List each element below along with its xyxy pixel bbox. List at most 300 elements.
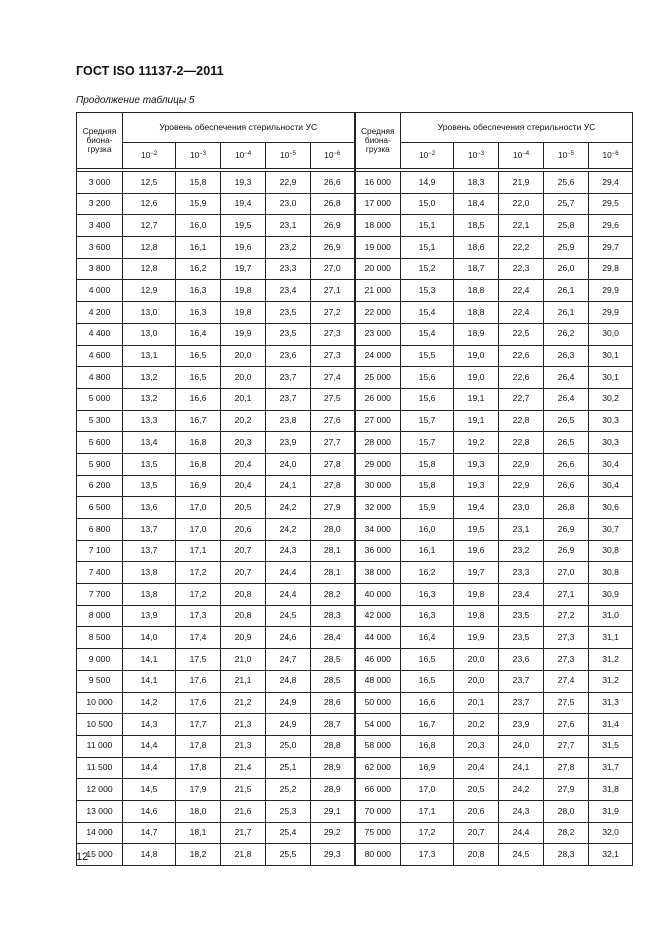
dose-cell: 27,0 — [311, 258, 355, 280]
dose-cell: 19,1 — [454, 388, 499, 410]
bioburden-cell: 58 000 — [355, 735, 401, 757]
bioburden-cell: 32 000 — [355, 497, 401, 519]
dose-cell: 20,1 — [221, 388, 266, 410]
dose-cell: 32,1 — [589, 844, 633, 866]
dose-cell: 19,9 — [454, 627, 499, 649]
dose-cell: 22,9 — [499, 453, 544, 475]
table-row — [77, 280, 633, 302]
dose-cell: 27,4 — [311, 367, 355, 389]
dose-cell: 31,9 — [589, 800, 633, 822]
dose-cell: 20,2 — [221, 410, 266, 432]
dose-cell: 30,1 — [589, 367, 633, 389]
dose-cell: 22,0 — [499, 193, 544, 215]
dose-cell: 20,8 — [221, 584, 266, 606]
dose-cell: 17,2 — [176, 584, 221, 606]
bioburden-cell: 16 000 — [355, 172, 401, 194]
dose-cell: 25,1 — [266, 757, 311, 779]
dose-cell: 23,2 — [499, 540, 544, 562]
table-row — [77, 519, 633, 541]
dose-cell: 23,7 — [499, 692, 544, 714]
table-row — [77, 388, 633, 410]
dose-cell: 26,9 — [544, 540, 589, 562]
dose-cell: 19,9 — [221, 323, 266, 345]
dose-cell: 16,0 — [176, 215, 221, 237]
bioburden-cell: 30 000 — [355, 475, 401, 497]
dose-cell: 31,3 — [589, 692, 633, 714]
dose-cell: 17,3 — [176, 605, 221, 627]
dose-cell: 27,3 — [544, 649, 589, 671]
dose-cell: 14,8 — [123, 844, 176, 866]
dose-cell: 28,0 — [311, 519, 355, 541]
dose-cell: 25,0 — [266, 735, 311, 757]
dose-cell: 16,7 — [401, 714, 454, 736]
dose-cell: 14,2 — [123, 692, 176, 714]
table-row — [77, 215, 633, 237]
dose-cell: 28,2 — [311, 584, 355, 606]
dose-cell: 26,3 — [544, 345, 589, 367]
dose-cell: 21,5 — [221, 779, 266, 801]
dose-cell: 22,6 — [499, 345, 544, 367]
dose-cell: 30,4 — [589, 453, 633, 475]
dose-cell: 15,6 — [401, 388, 454, 410]
dose-cell: 26,1 — [544, 280, 589, 302]
table-row — [77, 323, 633, 345]
dose-cell: 24,3 — [499, 800, 544, 822]
dose-cell: 19,5 — [221, 215, 266, 237]
dose-cell: 21,8 — [221, 844, 266, 866]
dose-cell: 21,4 — [221, 757, 266, 779]
sal-level-header: $10^{-6}$ — [311, 143, 355, 169]
dose-cell: 25,8 — [544, 215, 589, 237]
bioburden-cell: 3 800 — [77, 258, 123, 280]
dose-cell: 31,5 — [589, 735, 633, 757]
dose-cell: 23,3 — [266, 258, 311, 280]
dose-cell: 23,5 — [499, 605, 544, 627]
bioburden-cell: 28 000 — [355, 432, 401, 454]
sal-level-header: $10^{-3}$ — [176, 143, 221, 169]
dose-cell: 12,5 — [123, 172, 176, 194]
bioburden-cell: 13 000 — [77, 800, 123, 822]
dose-cell: 28,4 — [311, 627, 355, 649]
dose-cell: 20,5 — [221, 497, 266, 519]
dose-cell: 31,2 — [589, 649, 633, 671]
dose-cell: 29,7 — [589, 237, 633, 259]
dose-cell: 17,0 — [176, 519, 221, 541]
dose-cell: 25,6 — [544, 172, 589, 194]
table-row — [77, 193, 633, 215]
dose-cell: 30,1 — [589, 345, 633, 367]
dose-cell: 18,8 — [454, 280, 499, 302]
dose-cell: 22,8 — [499, 432, 544, 454]
dose-cell: 26,0 — [544, 258, 589, 280]
dose-cell: 24,5 — [266, 605, 311, 627]
dose-cell: 19,8 — [454, 605, 499, 627]
dose-cell: 25,9 — [544, 237, 589, 259]
table-row — [77, 605, 633, 627]
dose-cell: 19,4 — [221, 193, 266, 215]
dose-cell: 24,2 — [266, 519, 311, 541]
dose-cell: 31,7 — [589, 757, 633, 779]
dose-cell: 23,6 — [499, 649, 544, 671]
bioburden-cell: 21 000 — [355, 280, 401, 302]
dose-cell: 16,3 — [401, 605, 454, 627]
dose-cell: 15,5 — [401, 345, 454, 367]
table-body — [77, 172, 633, 866]
dose-cell: 18,6 — [454, 237, 499, 259]
dose-cell: 22,9 — [266, 172, 311, 194]
bioburden-cell: 5 600 — [77, 432, 123, 454]
dose-cell: 14,3 — [123, 714, 176, 736]
dose-cell: 16,0 — [401, 519, 454, 541]
dose-cell: 15,8 — [401, 475, 454, 497]
dose-cell: 17,0 — [401, 779, 454, 801]
dose-cell: 23,1 — [266, 215, 311, 237]
dose-cell: 25,4 — [266, 822, 311, 844]
bioburden-cell: 8 000 — [77, 605, 123, 627]
dose-cell: 26,6 — [311, 172, 355, 194]
dose-cell: 15,6 — [401, 367, 454, 389]
dose-cell: 24,1 — [266, 475, 311, 497]
bioburden-cell: 22 000 — [355, 302, 401, 324]
dose-cell: 21,3 — [221, 735, 266, 757]
dose-cell: 15,7 — [401, 432, 454, 454]
dose-cell: 19,8 — [454, 584, 499, 606]
dose-cell: 22,6 — [499, 367, 544, 389]
dose-cell: 13,7 — [123, 540, 176, 562]
dose-cell: 24,4 — [499, 822, 544, 844]
dose-cell: 27,9 — [544, 779, 589, 801]
bioburden-cell: 14 000 — [77, 822, 123, 844]
dose-cell: 13,7 — [123, 519, 176, 541]
dose-cell: 12,8 — [123, 237, 176, 259]
dose-cell: 16,8 — [401, 735, 454, 757]
dose-cell: 32,0 — [589, 822, 633, 844]
dose-cell: 16,9 — [176, 475, 221, 497]
dose-cell: 18,1 — [176, 822, 221, 844]
dose-cell: 18,8 — [454, 302, 499, 324]
table-row — [77, 258, 633, 280]
sterility-table — [76, 112, 633, 866]
bioburden-cell: 5 000 — [77, 388, 123, 410]
dose-cell: 19,7 — [221, 258, 266, 280]
dose-cell: 16,5 — [401, 670, 454, 692]
bioburden-cell: 3 000 — [77, 172, 123, 194]
table-row — [77, 410, 633, 432]
dose-cell: 16,6 — [401, 692, 454, 714]
bioburden-cell: 11 500 — [77, 757, 123, 779]
dose-cell: 17,9 — [176, 779, 221, 801]
dose-cell: 16,4 — [176, 323, 221, 345]
dose-cell: 16,3 — [176, 302, 221, 324]
bioburden-cell: 4 800 — [77, 367, 123, 389]
dose-cell: 22,1 — [499, 215, 544, 237]
dose-cell: 26,8 — [544, 497, 589, 519]
dose-cell: 16,3 — [401, 584, 454, 606]
table-caption: Продолжение таблицы 5 — [76, 95, 195, 106]
dose-cell: 24,4 — [266, 584, 311, 606]
dose-cell: 29,3 — [311, 844, 355, 866]
bioburden-cell: 3 600 — [77, 237, 123, 259]
dose-cell: 20,0 — [454, 649, 499, 671]
dose-cell: 28,9 — [311, 779, 355, 801]
dose-cell: 21,0 — [221, 649, 266, 671]
dose-cell: 22,5 — [499, 323, 544, 345]
dose-cell: 19,8 — [221, 302, 266, 324]
bioburden-cell: 75 000 — [355, 822, 401, 844]
dose-cell: 22,8 — [499, 410, 544, 432]
dose-cell: 14,7 — [123, 822, 176, 844]
bioburden-cell: 44 000 — [355, 627, 401, 649]
dose-cell: 24,0 — [499, 735, 544, 757]
dose-cell: 20,3 — [221, 432, 266, 454]
dose-cell: 29,4 — [589, 172, 633, 194]
dose-cell: 24,9 — [266, 714, 311, 736]
dose-cell: 23,0 — [266, 193, 311, 215]
dose-cell: 28,3 — [311, 605, 355, 627]
dose-cell: 16,8 — [176, 453, 221, 475]
dose-cell: 17,1 — [401, 800, 454, 822]
table-row — [77, 302, 633, 324]
dose-cell: 15,8 — [176, 172, 221, 194]
dose-cell: 26,8 — [311, 193, 355, 215]
bioburden-cell: 27 000 — [355, 410, 401, 432]
dose-cell: 19,6 — [454, 540, 499, 562]
bioburden-cell: 80 000 — [355, 844, 401, 866]
dose-cell: 20,7 — [454, 822, 499, 844]
dose-cell: 23,5 — [266, 323, 311, 345]
dose-cell: 21,9 — [499, 172, 544, 194]
bioburden-header-right: Средняя биона-грузка — [355, 113, 401, 169]
dose-cell: 15,0 — [401, 193, 454, 215]
dose-cell: 30,3 — [589, 432, 633, 454]
table-row — [77, 670, 633, 692]
dose-cell: 28,5 — [311, 670, 355, 692]
dose-cell: 28,7 — [311, 714, 355, 736]
dose-cell: 29,8 — [589, 258, 633, 280]
dose-cell: 22,3 — [499, 258, 544, 280]
dose-cell: 16,3 — [176, 280, 221, 302]
dose-cell: 14,6 — [123, 800, 176, 822]
sal-level-header: $10^{-6}$ — [589, 143, 633, 169]
sal-level-header: $10^{-4}$ — [499, 143, 544, 169]
bioburden-cell: 6 200 — [77, 475, 123, 497]
table-row — [77, 844, 633, 866]
bioburden-cell: 34 000 — [355, 519, 401, 541]
document-title: ГОСТ ISO 11137-2—2011 — [76, 64, 224, 78]
bioburden-cell: 7 700 — [77, 584, 123, 606]
bioburden-cell: 12 000 — [77, 779, 123, 801]
dose-cell: 19,6 — [221, 237, 266, 259]
dose-cell: 13,5 — [123, 453, 176, 475]
dose-cell: 14,4 — [123, 735, 176, 757]
bioburden-cell: 46 000 — [355, 649, 401, 671]
dose-cell: 21,2 — [221, 692, 266, 714]
dose-cell: 23,7 — [266, 388, 311, 410]
dose-cell: 28,9 — [311, 757, 355, 779]
dose-cell: 17,2 — [401, 822, 454, 844]
dose-cell: 23,3 — [499, 562, 544, 584]
dose-cell: 27,4 — [544, 670, 589, 692]
dose-cell: 18,5 — [454, 215, 499, 237]
dose-cell: 15,9 — [401, 497, 454, 519]
dose-cell: 21,7 — [221, 822, 266, 844]
dose-cell: 26,9 — [544, 519, 589, 541]
dose-cell: 27,7 — [311, 432, 355, 454]
table-row — [77, 627, 633, 649]
dose-cell: 27,7 — [544, 735, 589, 757]
dose-cell: 27,6 — [544, 714, 589, 736]
dose-cell: 28,5 — [311, 649, 355, 671]
dose-cell: 12,9 — [123, 280, 176, 302]
bioburden-cell: 42 000 — [355, 605, 401, 627]
dose-cell: 20,6 — [221, 519, 266, 541]
dose-cell: 25,7 — [544, 193, 589, 215]
dose-cell: 12,6 — [123, 193, 176, 215]
dose-cell: 13,9 — [123, 605, 176, 627]
table-row — [77, 453, 633, 475]
bioburden-cell: 4 000 — [77, 280, 123, 302]
bioburden-cell: 26 000 — [355, 388, 401, 410]
bioburden-cell: 48 000 — [355, 670, 401, 692]
dose-cell: 23,4 — [499, 584, 544, 606]
bioburden-cell: 6 800 — [77, 519, 123, 541]
dose-cell: 20,7 — [221, 540, 266, 562]
table-row — [77, 497, 633, 519]
bioburden-cell: 6 500 — [77, 497, 123, 519]
dose-cell: 28,1 — [311, 540, 355, 562]
dose-cell: 27,2 — [311, 302, 355, 324]
dose-cell: 16,8 — [176, 432, 221, 454]
table-row — [77, 172, 633, 194]
table-row — [77, 540, 633, 562]
dose-cell: 19,0 — [454, 367, 499, 389]
dose-cell: 22,7 — [499, 388, 544, 410]
dose-cell: 13,2 — [123, 367, 176, 389]
table-row — [77, 735, 633, 757]
dose-cell: 31,4 — [589, 714, 633, 736]
dose-cell: 16,9 — [401, 757, 454, 779]
dose-cell: 16,7 — [176, 410, 221, 432]
dose-cell: 20,0 — [221, 345, 266, 367]
dose-cell: 16,1 — [176, 237, 221, 259]
dose-cell: 29,1 — [311, 800, 355, 822]
dose-cell: 18,9 — [454, 323, 499, 345]
dose-cell: 27,3 — [311, 323, 355, 345]
dose-cell: 12,7 — [123, 215, 176, 237]
dose-cell: 14,5 — [123, 779, 176, 801]
bioburden-cell: 3 200 — [77, 193, 123, 215]
page-number: 12 — [76, 851, 89, 863]
table-row — [77, 757, 633, 779]
bioburden-cell: 10 500 — [77, 714, 123, 736]
dose-cell: 15,3 — [401, 280, 454, 302]
sal-header-right: Уровень обеспечения стерильности УС — [401, 113, 633, 143]
dose-cell: 19,1 — [454, 410, 499, 432]
bioburden-cell: 4 200 — [77, 302, 123, 324]
dose-cell: 25,3 — [266, 800, 311, 822]
table-row — [77, 345, 633, 367]
bioburden-cell: 54 000 — [355, 714, 401, 736]
bioburden-header-left: Средняя биона-грузка — [77, 113, 123, 169]
dose-cell: 19,2 — [454, 432, 499, 454]
dose-cell: 31,1 — [589, 627, 633, 649]
dose-cell: 13,8 — [123, 562, 176, 584]
dose-cell: 18,3 — [454, 172, 499, 194]
dose-cell: 27,6 — [311, 410, 355, 432]
dose-cell: 15,1 — [401, 215, 454, 237]
sal-level-header: $10^{-2}$ — [401, 143, 454, 169]
dose-cell: 19,7 — [454, 562, 499, 584]
dose-cell: 13,8 — [123, 584, 176, 606]
dose-cell: 24,2 — [499, 779, 544, 801]
dose-cell: 23,5 — [499, 627, 544, 649]
dose-cell: 21,3 — [221, 714, 266, 736]
dose-cell: 26,6 — [544, 475, 589, 497]
dose-cell: 30,4 — [589, 475, 633, 497]
bioburden-cell: 66 000 — [355, 779, 401, 801]
dose-cell: 24,3 — [266, 540, 311, 562]
dose-cell: 20,4 — [454, 757, 499, 779]
dose-cell: 28,6 — [311, 692, 355, 714]
sal-header-left: Уровень обеспечения стерильности УС — [123, 113, 355, 143]
dose-cell: 12,8 — [123, 258, 176, 280]
bioburden-cell: 40 000 — [355, 584, 401, 606]
bioburden-cell: 23 000 — [355, 323, 401, 345]
dose-cell: 16,5 — [401, 649, 454, 671]
dose-cell: 23,1 — [499, 519, 544, 541]
dose-cell: 29,6 — [589, 215, 633, 237]
dose-cell: 28,2 — [544, 822, 589, 844]
dose-cell: 14,1 — [123, 670, 176, 692]
dose-cell: 15,4 — [401, 323, 454, 345]
dose-cell: 27,5 — [311, 388, 355, 410]
dose-cell: 31,8 — [589, 779, 633, 801]
bioburden-cell: 17 000 — [355, 193, 401, 215]
dose-cell: 29,5 — [589, 193, 633, 215]
dose-cell: 20,5 — [454, 779, 499, 801]
dose-cell: 24,9 — [266, 692, 311, 714]
dose-cell: 13,5 — [123, 475, 176, 497]
table-row — [77, 692, 633, 714]
dose-cell: 23,5 — [266, 302, 311, 324]
dose-cell: 23,9 — [266, 432, 311, 454]
sal-level-header: $10^{-5}$ — [544, 143, 589, 169]
dose-cell: 13,3 — [123, 410, 176, 432]
dose-cell: 27,9 — [311, 497, 355, 519]
bioburden-cell: 4 600 — [77, 345, 123, 367]
dose-cell: 17,4 — [176, 627, 221, 649]
dose-cell: 22,2 — [499, 237, 544, 259]
dose-cell: 15,2 — [401, 258, 454, 280]
bioburden-cell: 9 500 — [77, 670, 123, 692]
dose-cell: 16,1 — [401, 540, 454, 562]
dose-cell: 14,1 — [123, 649, 176, 671]
table-row — [77, 367, 633, 389]
bioburden-cell: 70 000 — [355, 800, 401, 822]
dose-cell: 20,8 — [221, 605, 266, 627]
dose-cell: 23,4 — [266, 280, 311, 302]
dose-cell: 28,8 — [311, 735, 355, 757]
dose-cell: 30,6 — [589, 497, 633, 519]
bioburden-cell: 18 000 — [355, 215, 401, 237]
bioburden-cell: 7 100 — [77, 540, 123, 562]
dose-cell: 19,8 — [221, 280, 266, 302]
dose-cell: 27,8 — [311, 475, 355, 497]
dose-cell: 17,1 — [176, 540, 221, 562]
dose-cell: 23,0 — [499, 497, 544, 519]
dose-cell: 20,4 — [221, 475, 266, 497]
dose-cell: 17,3 — [401, 844, 454, 866]
